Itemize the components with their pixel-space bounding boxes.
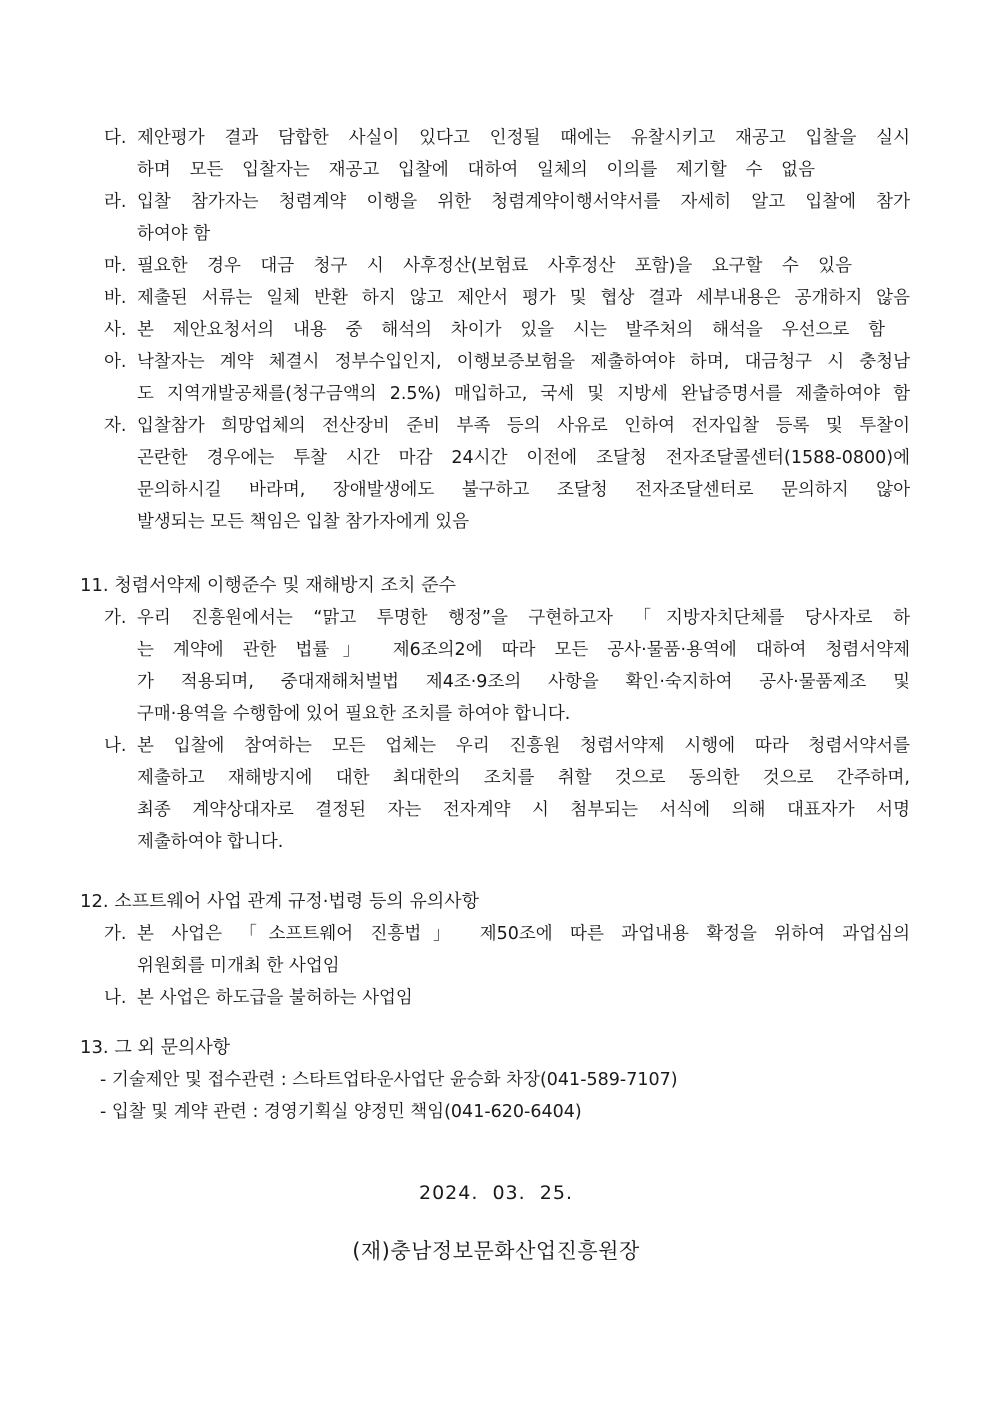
document-date: 2024. 03. 25. [419, 1182, 573, 1204]
item-line: 하여야 함 [137, 224, 211, 244]
item-marker: 라. [104, 192, 127, 212]
section-11-title: 11. 청렴서약제 이행준수 및 재해방지 조치 준수 [80, 575, 456, 596]
item-line: 제출된 서류는 일체 반환 하지 않고 제안서 평가 및 협상 결과 세부내용은 공개하지 않음 [137, 288, 910, 308]
item-marker: 아. [104, 352, 127, 372]
item-marker: 자. [104, 416, 127, 436]
item-line: 하며 모든 입찰자는 재공고 입찰에 대하여 일체의 이의를 제기할 수 없음 [137, 160, 815, 180]
item-line: 본 입찰에 참여하는 모든 업체는 우리 진흥원 청렴서약제 시행에 따라 청렴서약서를 [137, 736, 910, 756]
item-line: 가 적용되며, 중대재해처벌법 제4조·9조의 사항을 확인·숙지하여 공사·물품제조 및 [137, 672, 910, 692]
item-line: 발생되는 모든 책임은 입찰 참가자에게 있음 [137, 512, 470, 532]
item-marker: 나. [104, 988, 127, 1008]
section-12-title: 12. 소프트웨어 사업 관계 규정·법령 등의 유의사항 [80, 891, 480, 912]
item-line: 필요한 경우 대금 청구 시 사후정산(보험료 사후정산 포함)을 요구할 수 있음 [137, 256, 852, 276]
item-line: 제출하여야 합니다. [137, 832, 284, 852]
item-marker: 가. [104, 924, 127, 944]
item-line: 곤란한 경우에는 투찰 시간 마감 24시간 이전에 조달청 전자조달콜센터(1588-0800)에 [137, 448, 910, 468]
item-marker: 바. [104, 288, 127, 308]
item-marker: 다. [104, 128, 127, 148]
item-marker: 가. [104, 608, 127, 628]
item-line: 제안평가 결과 담합한 사실이 있다고 인정될 때에는 유찰시키고 재공고 입찰을 실시 [137, 128, 910, 148]
item-line: 낙찰자는 계약 체결시 정부수입인지, 이행보증보험을 제출하여야 하며, 대금청구 시 충청남 [137, 352, 910, 372]
item-line: 본 사업은 「소프트웨어 진흥법」 제50조에 따른 과업내용 확정을 위하여 과업심의 [137, 924, 910, 944]
item-line: 본 제안요청서의 내용 중 해석의 차이가 있을 시는 발주처의 해석을 우선으로 함 [137, 320, 885, 340]
item-marker: 나. [104, 736, 127, 756]
item-marker: 사. [104, 320, 127, 340]
contact-line: - 입찰 및 계약 관련 : 경영기획실 양정민 책임(041-620-6404) [100, 1102, 582, 1122]
contact-line: - 기술제안 및 접수관련 : 스타트업타운사업단 윤승화 차장(041-589-7107) [100, 1070, 678, 1090]
item-line: 는 계약에 관한 법률」 제6조의2에 따라 모든 공사·물품·용역에 대하여 청렴서약제 [137, 640, 910, 660]
item-line: 위원회를 미개최 한 사업임 [137, 956, 340, 976]
section-13-title: 13. 그 외 문의사항 [80, 1037, 231, 1058]
item-line: 제출하고 재해방지에 대한 최대한의 조치를 취할 것으로 동의한 것으로 간주하며, [137, 768, 910, 788]
item-line: 입찰참가 희망업체의 전산장비 준비 부족 등의 사유로 인하여 전자입찰 등록 및 투찰이 [137, 416, 910, 436]
issuing-organization: (재)충남정보문화산업진흥원장 [352, 1239, 640, 1263]
item-marker: 마. [104, 256, 127, 276]
item-line: 문의하시길 바라며, 장애발생에도 불구하고 조달청 전자조달센터로 문의하지 않아 [137, 480, 910, 500]
item-line: 구매·용역을 수행함에 있어 필요한 조치를 하여야 합니다. [137, 704, 571, 724]
item-line: 우리 진흥원에서는 “맑고 투명한 행정”을 구현하고자 「지방자치단체를 당사자로 하 [137, 608, 910, 628]
item-line: 최종 계약상대자로 결정된 자는 전자계약 시 첨부되는 서식에 의해 대표자가 서명 [137, 800, 910, 820]
item-line: 도 지역개발공채를(청구금액의 2.5%) 매입하고, 국세 및 지방세 완납증명서를 제출하여야 함 [137, 384, 910, 404]
item-line: 입찰 참가자는 청렴계약 이행을 위한 청렴계약이행서약서를 자세히 알고 입찰에 참가 [137, 192, 910, 212]
item-line: 본 사업은 하도급을 불허하는 사업임 [137, 988, 413, 1008]
